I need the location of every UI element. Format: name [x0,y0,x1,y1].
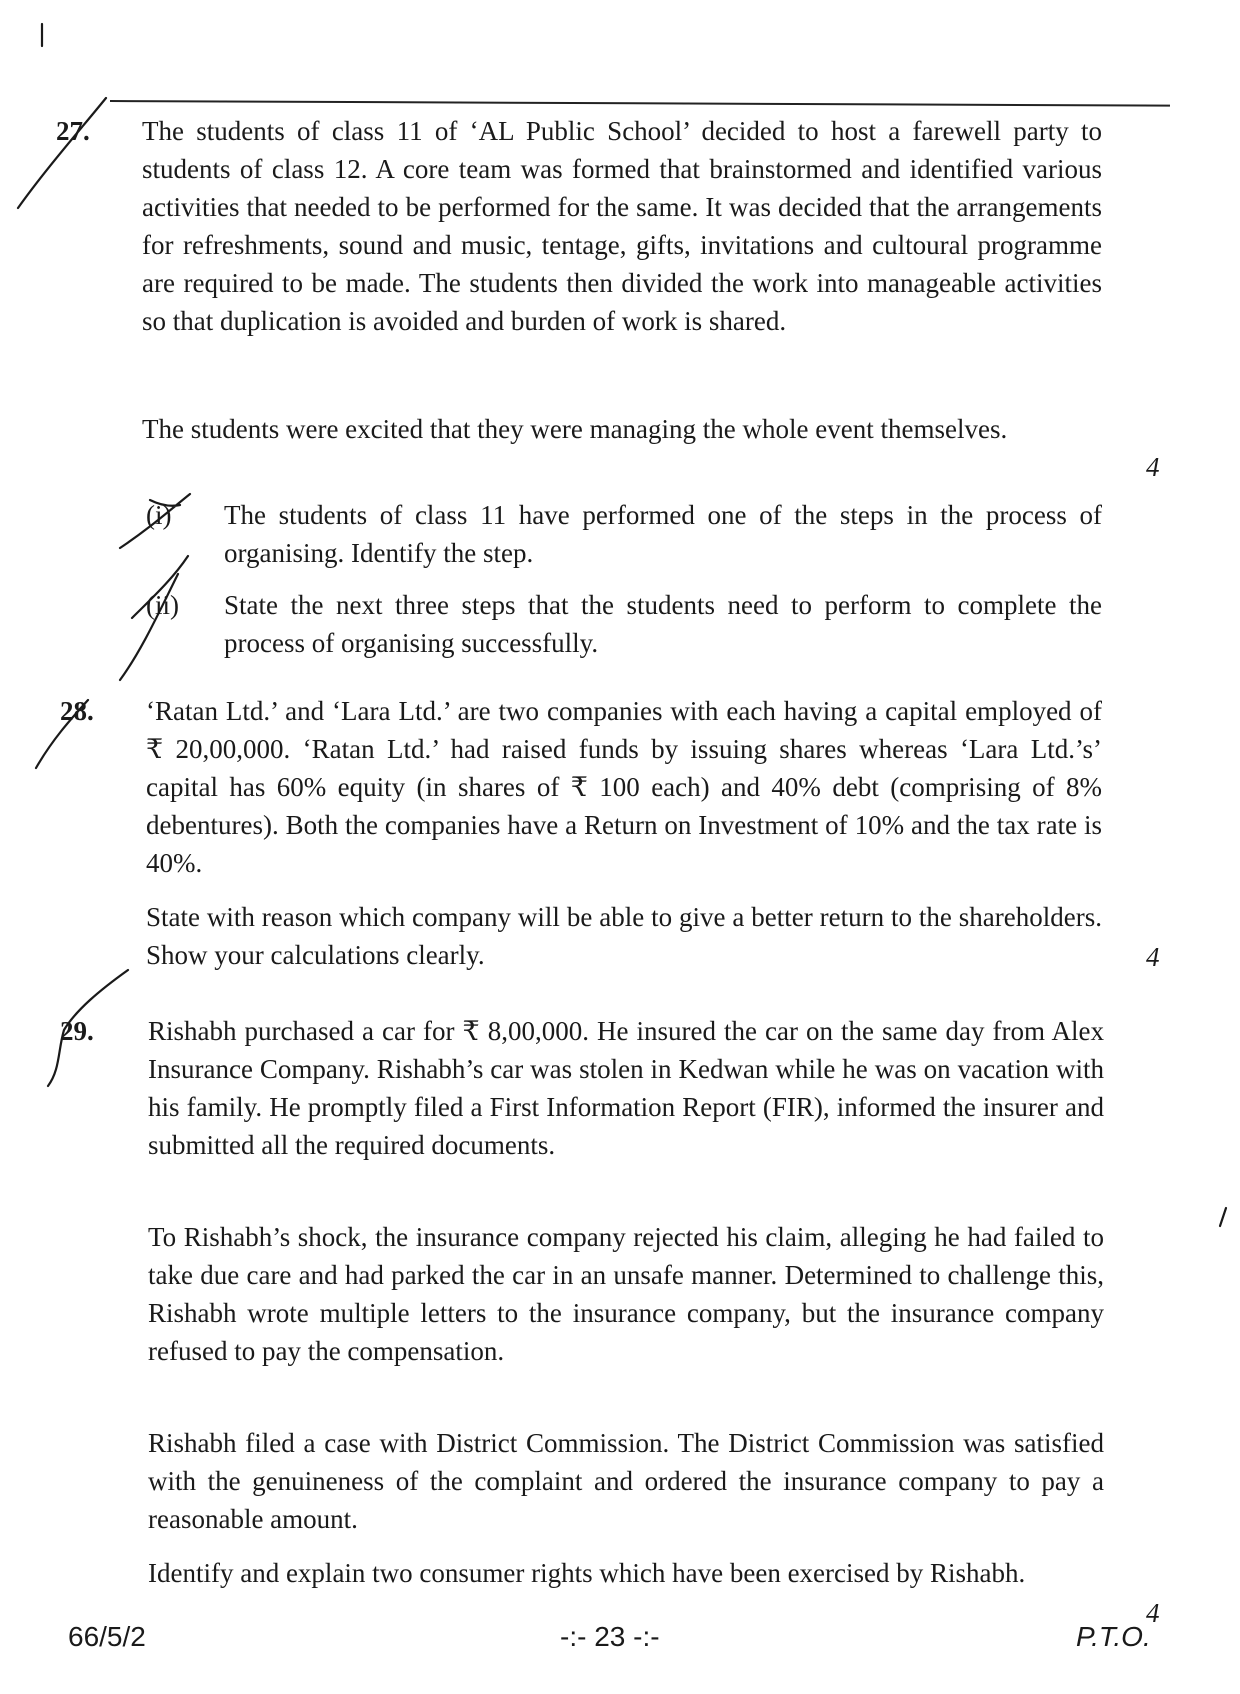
question-29-paragraph-1: Rishabh purchased a car for ₹ 8,00,000. He insured the car on the same day from Alex Insurance Company. Rishabh’s car was stolen in Kedwan while he was on vacation with his family. He promptly filed a First Information Report (FIR), informed the insurer and submitted all the required documents. [148,1016,1104,1160]
question-29-marks: 4 [1146,1598,1160,1628]
question-27-number: 27. [56,116,90,146]
question-27-part-ii-text: State the next three steps that the students need to perform to complete the process of organising successfully. [224,590,1102,658]
question-29-number: 29. [60,1016,94,1046]
question-28-paragraph-2: State with reason which company will be able to give a better return to the shareholders. Show your calculations clearly. [146,902,1102,970]
footer-paper-code: 66/5/2 [68,1621,146,1652]
question-28-number: 28. [60,696,94,726]
top-rule-divider [110,100,1170,107]
question-29-paragraph-4: Identify and explain two consumer rights which have been exercised by Rishabh. [148,1558,1026,1588]
question-29-paragraph-2: To Rishabh’s shock, the insurance company rejected his claim, alleging he had failed to take due care and had parked the car in an unsafe manner. Determined to challenge this, Rishabh wrote multiple letters to the insurance company, but the insurance company refused to pay the compensation. [148,1222,1104,1366]
question-27-part-i-label: (i) [146,500,172,530]
question-29-paragraph-3: Rishabh filed a case with District Commission. The District Commission was satisfied with the genuineness of the complaint and ordered the insurance company to pay a reasonable amount. [148,1428,1104,1534]
question-28-paragraph-1: ‘Ratan Ltd.’ and ‘Lara Ltd.’ are two companies with each having a capital employed of ₹ 20,00,000. ‘Ratan Ltd.’ had raised funds by issuing shares whereas ‘Lara Ltd.’s’ capital has 60% equity (in shares of ₹ 100 each) and 40% debt (comprising of 8% debentures). Both the companies have a Return on Investment of 10% and the tax rate is 40%. [146,696,1102,878]
margin-stroke-right [1220,1208,1226,1226]
footer-pto: P.T.O. [1076,1621,1151,1652]
question-27-paragraph-1: The students of class 11 of ‘AL Public School’ decided to host a farewell party to students of class 12. A core team was formed that brainstormed and identified various activities that needed to be performed for the same. It was decided that the arrangements for refreshments, sound and music, tentage, gifts, invitations and cultoural programme are required to be made. The students then divided the work into manageable activities so that duplication is avoided and burden of work is shared. [142,116,1102,336]
question-27-paragraph-2: The students were excited that they were managing the whole event themselves. [142,414,1008,444]
footer-page-number: -:- 23 -:- [560,1621,660,1652]
question-27-part-i-text: The students of class 11 have performed one of the steps in the process of organising. Identify the step. [224,500,1102,568]
question-28-marks: 4 [1146,942,1160,972]
question-27-marks: 4 [1146,452,1160,482]
question-27-part-ii-label: (ii) [146,590,179,620]
